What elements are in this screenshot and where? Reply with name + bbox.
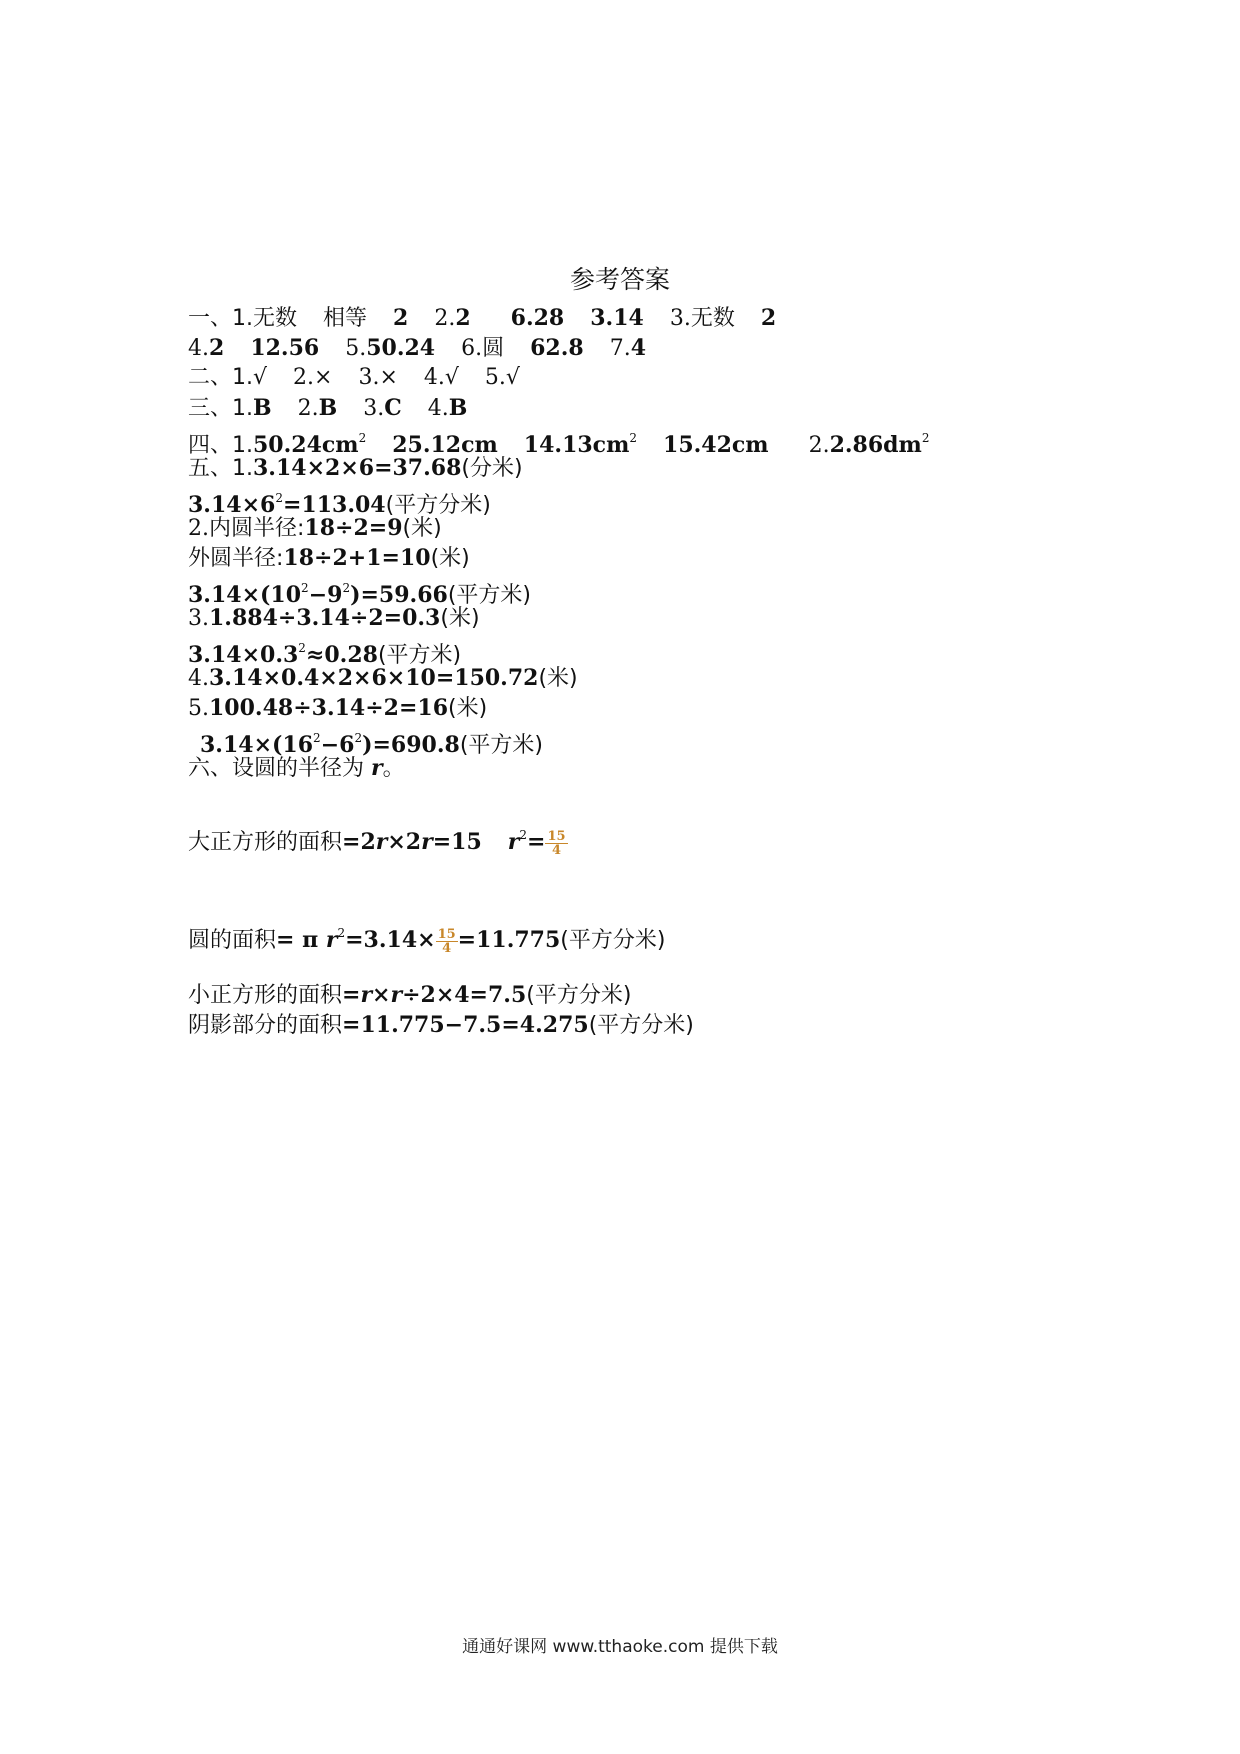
section-5-line-1: 五、1.3.14×2×6=37.68(分米) <box>188 455 523 481</box>
section-2-line: 二、1.√ 2.× 3.× 4.√ 5.√ <box>188 365 520 390</box>
section-6-intro: 六、设圆的半径为 r。 <box>188 755 405 781</box>
section-5-line-3: 2.内圆半径:18÷2=9(米) <box>188 515 442 541</box>
section-5-line-9: 5.100.48÷3.14÷2=16(米) <box>188 695 488 721</box>
section-6-big-square: 大正方形的面积=2r×2r=15 $r^2=$ $\frac{15}{4}$ <box>188 828 566 858</box>
footer-source: 通通好课网 www.tthaoke.com 提供下载 <box>462 1637 778 1657</box>
section-5-line-8: 4.3.14×0.4×2×6×10=150.72(米) <box>188 665 578 691</box>
section-5-line-4: 外圆半径:18÷2+1=10(米) <box>188 545 470 571</box>
section-1-line-2: 4.2 12.56 5.50.24 6.圆 62.8 7.4 <box>188 335 647 361</box>
section-5-line-10: $3.14\times(16^2-6^2)=690.8$(平方米) <box>200 731 543 758</box>
fraction-15-over-4: $\frac{15}{4}$ <box>547 828 566 858</box>
section-5-line-5: $3.14\times(10^2-9^2)=59.66$(平方米) <box>188 581 531 608</box>
section-6-shaded-area: 阴影部分的面积=11.775−7.5=4.275(平方分米) <box>188 1012 694 1038</box>
section-3-line: 三、1.B 2.B 3.C 4.B <box>188 395 468 421</box>
fraction-15-over-4: $\frac{15}{4}$ <box>437 926 456 956</box>
section-5-line-2: $3.14\times 6^2=113.04$(平方分米) <box>188 491 491 518</box>
page-title: 参考答案 <box>569 265 670 294</box>
section-4-line: 四、$1.50.24cm^2$ 25.12cm $14.13cm^2$ 15.42cm $2.2.86dm^2$ <box>188 431 930 458</box>
section-6-circle-area: 圆的面积= π $r^2=3.14\times$ $\frac{15}{4}$ =11.775(平方分米) <box>188 926 666 956</box>
section-5-line-6: 3.1.884÷3.14÷2=0.3(米) <box>188 605 480 631</box>
section-6-small-square: 小正方形的面积=r×r÷2×4=7.5(平方分米) <box>188 982 632 1008</box>
section-1-line-1: 一、1.无数 相等 2 2.2 6.28 3.14 3.无数 2 <box>188 305 777 331</box>
section-5-line-7: $3.14\times 0.3^2\approx 0.28$(平方米) <box>188 641 462 668</box>
